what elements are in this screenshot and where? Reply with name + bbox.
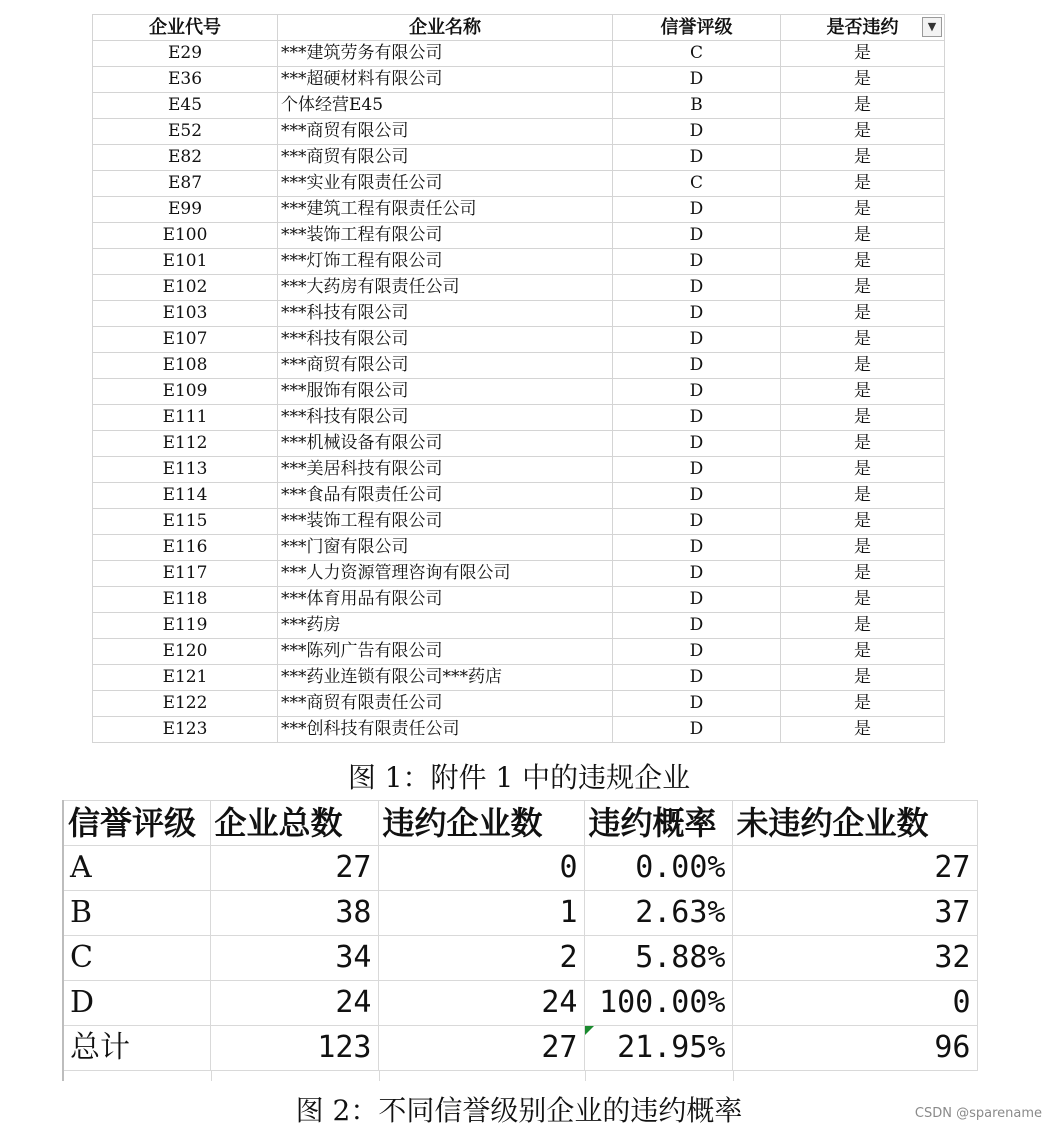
rate-cell-value: 100.00% (599, 985, 726, 1020)
rate-cell (584, 936, 732, 981)
header-not-defaulted: 未违约企业数 (732, 801, 977, 846)
not-defaulted-cell-value: 27 (934, 850, 971, 885)
credit-rating-cell: D (613, 431, 781, 457)
table-row (93, 67, 945, 93)
credit-rating-cell: D (613, 509, 781, 535)
default-status-cell: 是 (781, 561, 945, 587)
total-cell (210, 981, 378, 1026)
table-row (93, 119, 945, 145)
defaulted-cell (378, 891, 584, 936)
enterprise-name-cell: ***商贸有限责任公司 (278, 691, 613, 717)
enterprise-name-cell: ***建筑劳务有限公司 (278, 41, 613, 67)
total-cell-value: 34 (335, 940, 372, 975)
header-default-status-label: 是否违约 (826, 17, 899, 38)
table-row (93, 405, 945, 431)
table-row (93, 457, 945, 483)
default-status-cell: 是 (781, 639, 945, 665)
table-row (93, 197, 945, 223)
violating-enterprises-table (92, 14, 945, 743)
enterprise-code-cell: E116 (93, 535, 278, 561)
enterprise-code-cell: E120 (93, 639, 278, 665)
table-row (93, 509, 945, 535)
enterprise-name-cell: ***科技有限公司 (278, 301, 613, 327)
table-row (93, 431, 945, 457)
table-row (63, 891, 977, 936)
default-status-cell: 是 (781, 483, 945, 509)
rating-cell-value: D (70, 985, 95, 1020)
defaulted-cell-value: 0 (559, 850, 578, 885)
enterprise-code-cell: E103 (93, 301, 278, 327)
not-defaulted-cell (732, 891, 977, 936)
header-credit-rating: 信誉评级 (613, 15, 781, 41)
filter-icon[interactable]: ▼ (922, 17, 942, 37)
rate-cell-value: 5.88% (635, 940, 726, 975)
credit-rating-cell: D (613, 483, 781, 509)
default-status-cell: 是 (781, 197, 945, 223)
table-row (63, 1026, 977, 1071)
table-row (93, 41, 945, 67)
table-row (93, 275, 945, 301)
enterprise-code-cell: E36 (93, 67, 278, 93)
table-row (93, 379, 945, 405)
credit-rating-cell: D (613, 717, 781, 743)
enterprise-name-cell: ***商贸有限公司 (278, 353, 613, 379)
credit-rating-cell: D (613, 353, 781, 379)
enterprise-name-cell: ***灯饰工程有限公司 (278, 249, 613, 275)
header-default-status (781, 15, 945, 41)
rating-cell-value: 总计 (70, 1030, 130, 1065)
credit-rating-cell: D (613, 405, 781, 431)
defaulted-cell-value: 1 (559, 895, 578, 930)
table2-partial-row (62, 1071, 976, 1081)
enterprise-name-cell: ***门窗有限公司 (278, 535, 613, 561)
enterprise-code-cell: E102 (93, 275, 278, 301)
enterprise-code-cell: E115 (93, 509, 278, 535)
rating-cell (63, 891, 210, 936)
enterprise-name-cell: ***食品有限责任公司 (278, 483, 613, 509)
error-indicator-icon (585, 1026, 594, 1035)
default-status-cell: 是 (781, 535, 945, 561)
rate-cell-value: 0.00% (635, 850, 726, 885)
credit-rating-cell: D (613, 119, 781, 145)
figure-1-caption: 图 1：附件 1 中的违规企业 (347, 761, 691, 794)
credit-rating-cell: D (613, 535, 781, 561)
table-row (93, 665, 945, 691)
rate-cell-value: 21.95% (617, 1030, 726, 1065)
credit-rating-cell: D (613, 145, 781, 171)
default-status-cell: 是 (781, 717, 945, 743)
default-status-cell: 是 (781, 509, 945, 535)
header-rate: 违约概率 (584, 801, 732, 846)
credit-rating-cell: D (613, 613, 781, 639)
enterprise-code-cell: E52 (93, 119, 278, 145)
total-cell-value: 123 (317, 1030, 372, 1065)
table1-header-row (93, 15, 945, 41)
default-status-cell: 是 (781, 223, 945, 249)
header-enterprise-code: 企业代号 (93, 15, 278, 41)
credit-rating-cell: D (613, 301, 781, 327)
rating-cell (63, 981, 210, 1026)
not-defaulted-cell (732, 981, 977, 1026)
table-row (93, 613, 945, 639)
header-enterprise-name: 企业名称 (278, 15, 613, 41)
defaulted-cell (378, 981, 584, 1026)
credit-rating-cell: B (613, 93, 781, 119)
total-cell (210, 1026, 378, 1071)
enterprise-code-cell: E107 (93, 327, 278, 353)
header-defaulted: 违约企业数 (378, 801, 584, 846)
table-row (93, 717, 945, 743)
header-total: 企业总数 (210, 801, 378, 846)
default-status-cell: 是 (781, 249, 945, 275)
enterprise-name-cell: ***服饰有限公司 (278, 379, 613, 405)
enterprise-name-cell: ***建筑工程有限责任公司 (278, 197, 613, 223)
enterprise-name-cell: ***装饰工程有限公司 (278, 509, 613, 535)
enterprise-code-cell: E82 (93, 145, 278, 171)
default-status-cell: 是 (781, 353, 945, 379)
not-defaulted-cell-value: 96 (934, 1030, 971, 1065)
default-status-cell: 是 (781, 691, 945, 717)
enterprise-code-cell: E114 (93, 483, 278, 509)
enterprise-name-cell: ***体育用品有限公司 (278, 587, 613, 613)
enterprise-name-cell: ***装饰工程有限公司 (278, 223, 613, 249)
credit-rating-cell: D (613, 665, 781, 691)
total-cell (210, 936, 378, 981)
rating-cell (63, 936, 210, 981)
enterprise-code-cell: E101 (93, 249, 278, 275)
enterprise-name-cell: 个体经营E45 (278, 93, 613, 119)
not-defaulted-cell-value: 37 (934, 895, 971, 930)
default-status-cell: 是 (781, 587, 945, 613)
enterprise-name-cell: ***药业连锁有限公司***药店 (278, 665, 613, 691)
enterprise-name-cell: ***超硬材料有限公司 (278, 67, 613, 93)
not-defaulted-cell (732, 1026, 977, 1071)
enterprise-code-cell: E112 (93, 431, 278, 457)
figure-2-caption: 图 2：不同信誉级别企业的违约概率 (295, 1094, 743, 1127)
enterprise-name-cell: ***美居科技有限公司 (278, 457, 613, 483)
enterprise-code-cell: E100 (93, 223, 278, 249)
table-row (93, 561, 945, 587)
credit-rating-cell: C (613, 171, 781, 197)
default-status-cell: 是 (781, 379, 945, 405)
enterprise-code-cell: E118 (93, 587, 278, 613)
rating-cell-value: C (70, 940, 93, 975)
rate-cell (584, 891, 732, 936)
default-status-cell: 是 (781, 613, 945, 639)
enterprise-name-cell: ***药房 (278, 613, 613, 639)
defaulted-cell (378, 1026, 584, 1071)
defaulted-cell-value: 2 (559, 940, 578, 975)
rate-cell-value: 2.63% (635, 895, 726, 930)
credit-rating-cell: D (613, 249, 781, 275)
default-status-cell: 是 (781, 41, 945, 67)
default-status-cell: 是 (781, 145, 945, 171)
table-row (93, 639, 945, 665)
default-status-cell: 是 (781, 93, 945, 119)
default-status-cell: 是 (781, 301, 945, 327)
rating-cell-value: A (70, 850, 92, 885)
total-cell-value: 27 (335, 850, 372, 885)
table-row (93, 483, 945, 509)
rate-cell (584, 981, 732, 1026)
table-row (93, 327, 945, 353)
credit-rating-cell: D (613, 639, 781, 665)
default-status-cell: 是 (781, 67, 945, 93)
credit-rating-cell: D (613, 197, 781, 223)
enterprise-code-cell: E108 (93, 353, 278, 379)
enterprise-name-cell: ***大药房有限责任公司 (278, 275, 613, 301)
credit-rating-cell: D (613, 561, 781, 587)
rating-cell (63, 846, 210, 891)
defaulted-cell-value: 27 (541, 1030, 578, 1065)
default-status-cell: 是 (781, 405, 945, 431)
table-row (93, 301, 945, 327)
credit-rating-cell: D (613, 691, 781, 717)
enterprise-name-cell: ***商贸有限公司 (278, 145, 613, 171)
credit-rating-cell: D (613, 275, 781, 301)
rating-cell (63, 1026, 210, 1071)
enterprise-code-cell: E29 (93, 41, 278, 67)
table-row (93, 691, 945, 717)
total-cell (210, 846, 378, 891)
enterprise-code-cell: E122 (93, 691, 278, 717)
credit-rating-cell: C (613, 41, 781, 67)
credit-rating-cell: D (613, 587, 781, 613)
credit-rating-cell: D (613, 379, 781, 405)
credit-rating-cell: D (613, 327, 781, 353)
table2-header-row (63, 801, 977, 846)
enterprise-name-cell: ***实业有限责任公司 (278, 171, 613, 197)
default-status-cell: 是 (781, 119, 945, 145)
enterprise-code-cell: E87 (93, 171, 278, 197)
enterprise-code-cell: E123 (93, 717, 278, 743)
enterprise-name-cell: ***科技有限公司 (278, 405, 613, 431)
rating-cell-value: B (70, 895, 93, 930)
defaulted-cell (378, 846, 584, 891)
not-defaulted-cell-value: 32 (934, 940, 971, 975)
defaulted-cell (378, 936, 584, 981)
not-defaulted-cell-value: 0 (952, 985, 971, 1020)
default-status-cell: 是 (781, 665, 945, 691)
enterprise-code-cell: E99 (93, 197, 278, 223)
enterprise-code-cell: E117 (93, 561, 278, 587)
default-status-cell: 是 (781, 275, 945, 301)
table-row (93, 223, 945, 249)
credit-rating-cell: D (613, 223, 781, 249)
enterprise-code-cell: E109 (93, 379, 278, 405)
rate-cell (584, 1026, 732, 1071)
enterprise-code-cell: E121 (93, 665, 278, 691)
total-cell (210, 891, 378, 936)
default-status-cell: 是 (781, 171, 945, 197)
enterprise-name-cell: ***陈列广告有限公司 (278, 639, 613, 665)
total-cell-value: 24 (335, 985, 372, 1020)
default-status-cell: 是 (781, 457, 945, 483)
enterprise-name-cell: ***商贸有限公司 (278, 119, 613, 145)
enterprise-name-cell: ***创科技有限责任公司 (278, 717, 613, 743)
enterprise-code-cell: E111 (93, 405, 278, 431)
enterprise-name-cell: ***科技有限公司 (278, 327, 613, 353)
credit-rating-cell: D (613, 67, 781, 93)
not-defaulted-cell (732, 846, 977, 891)
default-status-cell: 是 (781, 431, 945, 457)
default-status-cell: 是 (781, 327, 945, 353)
table-row (93, 171, 945, 197)
table-row (93, 249, 945, 275)
enterprise-code-cell: E119 (93, 613, 278, 639)
table-row (63, 936, 977, 981)
enterprise-name-cell: ***人力资源管理咨询有限公司 (278, 561, 613, 587)
table-row (93, 353, 945, 379)
header-rating: 信誉评级 (63, 801, 210, 846)
table-row (63, 981, 977, 1026)
enterprise-name-cell: ***机械设备有限公司 (278, 431, 613, 457)
table-row (93, 587, 945, 613)
table-row (93, 535, 945, 561)
rate-cell (584, 846, 732, 891)
enterprise-code-cell: E45 (93, 93, 278, 119)
default-rate-table (62, 800, 978, 1071)
table-row (63, 846, 977, 891)
table-row (93, 145, 945, 171)
enterprise-code-cell: E113 (93, 457, 278, 483)
credit-rating-cell: D (613, 457, 781, 483)
watermark: CSDN @sparename (914, 1106, 1042, 1121)
total-cell-value: 38 (335, 895, 372, 930)
table-row (93, 93, 945, 119)
defaulted-cell-value: 24 (541, 985, 578, 1020)
not-defaulted-cell (732, 936, 977, 981)
